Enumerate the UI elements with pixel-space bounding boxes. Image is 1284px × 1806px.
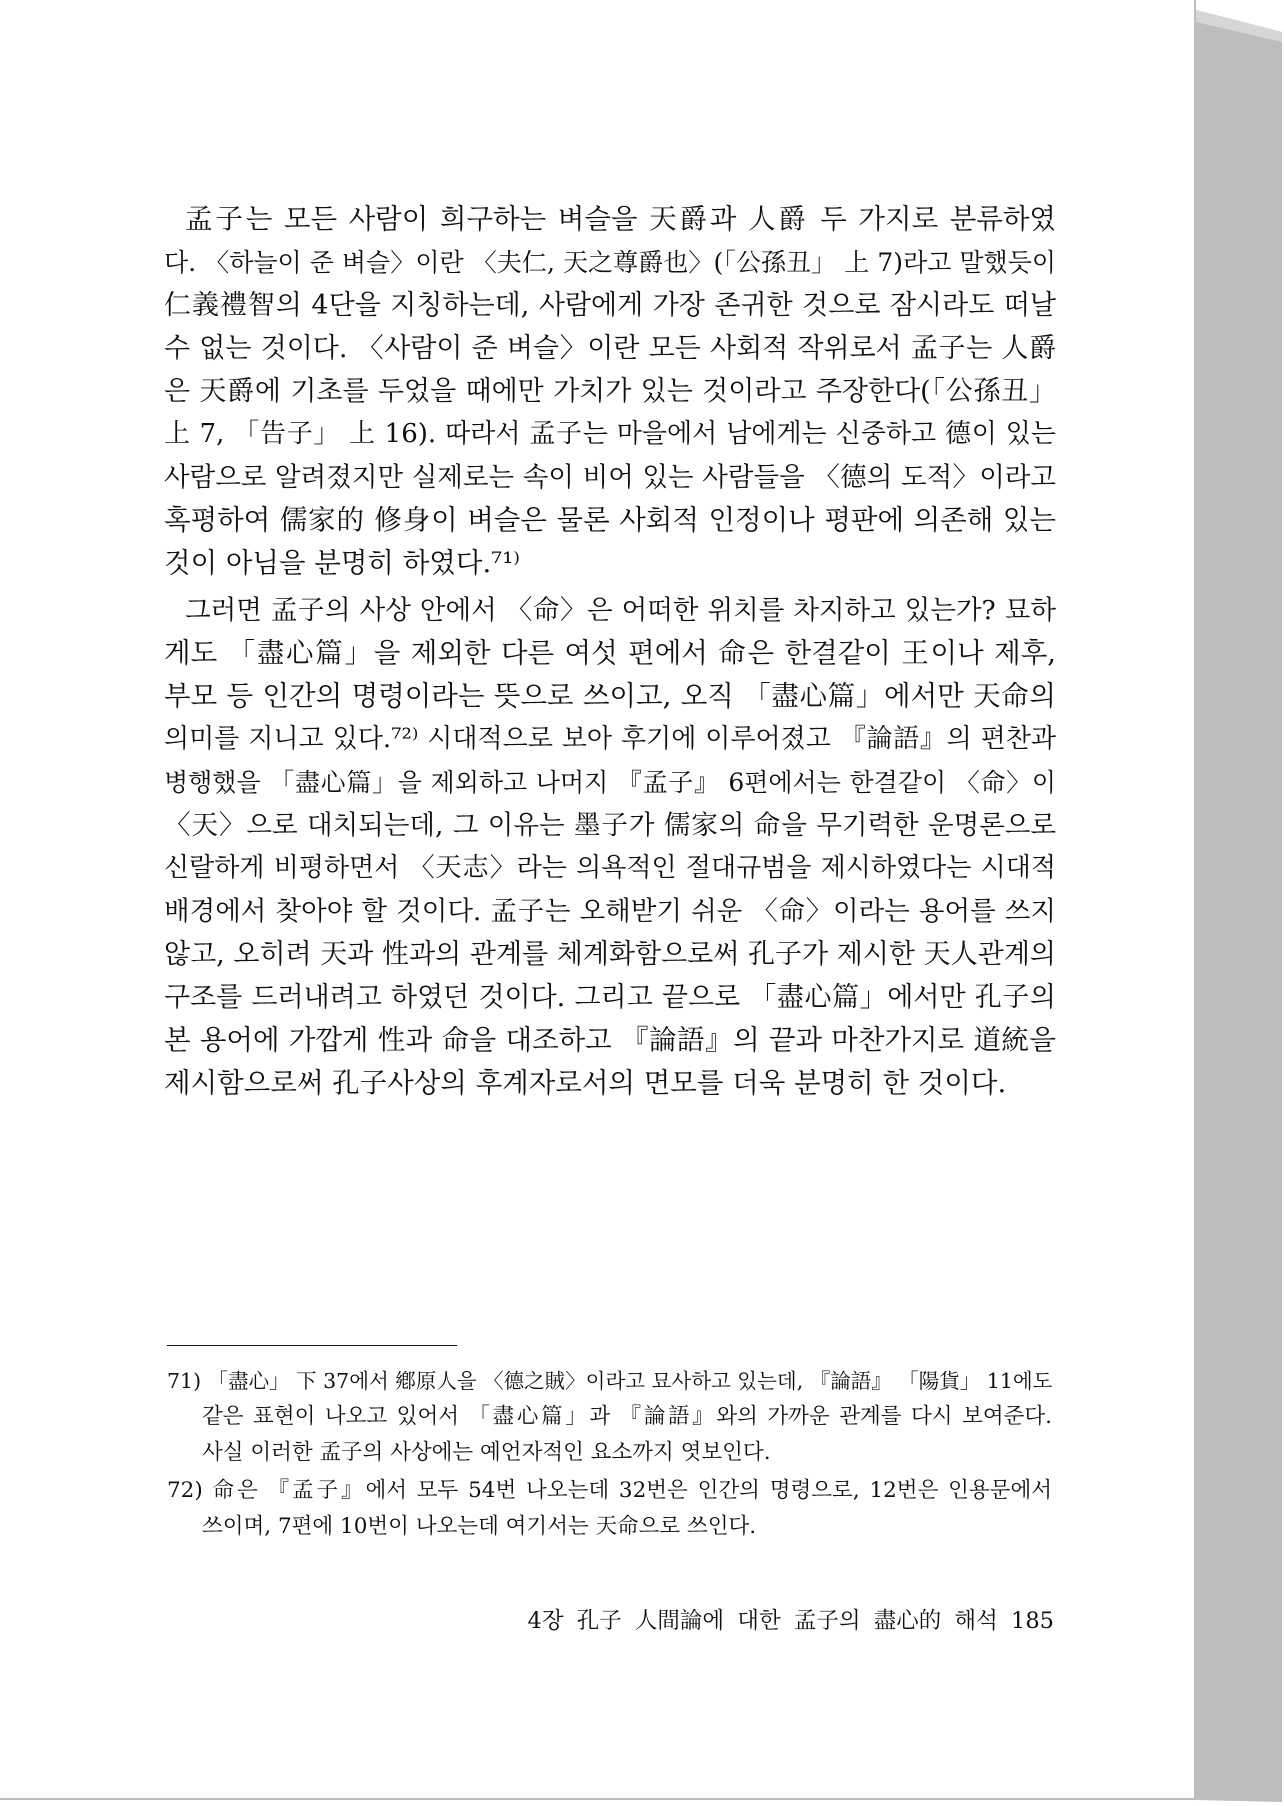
page-number: 185: [1011, 1608, 1054, 1634]
book-page-edge: [1196, 10, 1282, 1802]
text-line: 上 7, 「告子」 上 16). 따라서 孟子는 마을에서 남에게는 신중하고 德이 있는: [164, 419, 1056, 449]
text-line: 의미를 지니고 있다.⁷²⁾ 시대적으로 보아 후기에 이루어졌고 『論語』의 편찬과: [164, 724, 1056, 754]
text-line: 않고, 오히려 天과 性과의 관계를 체계화함으로써 孔子가 제시한 天人관계의: [164, 939, 1056, 970]
text-line: 수 없는 것이다. 〈사람이 준 벼슬〉이란 모든 사회적 작위로서 孟子는 人爵: [164, 333, 1056, 364]
text-line: 것이 아님을 분명히 하였다.⁷¹⁾: [164, 547, 520, 579]
main-text: [164, 198, 1056, 1105]
footnote-72-line: 72) 命은 『孟子』에서 모두 54번 나오는데 32번은 인간의 명령으로, 12번은 인용문에서: [167, 1478, 1052, 1503]
chapter-title: 4장 孔子 人間論에 대한 孟子의 盡心的 해석: [527, 1608, 998, 1634]
text-line: 그러면 孟子의 사상 안에서 〈命〉은 어떠한 위치를 차지하고 있는가? 묘하: [185, 595, 1056, 626]
footnote-71-line: 같은 표현이 나오고 있어서 「盡心篇」과 『論語』와의 가까운 관계를 다시 보여준다.: [202, 1404, 1052, 1429]
text-line: 게도 「盡心篇」을 제외한 다른 여섯 편에서 命은 한결같이 王이나 제후,: [164, 637, 1056, 669]
footnote-separator: [167, 1345, 457, 1346]
text-line: 구조를 드러내려고 하였던 것이다. 그리고 끝으로 「盡心篇」에서만 孔子의: [164, 982, 1056, 1013]
text-line: 병행했을 「盡心篇」을 제외하고 나머지 『孟子』 6편에서는 한결같이 〈命〉이: [164, 768, 1056, 797]
text-line: 은 天爵에 기초를 두었을 때에만 가치가 있는 것이라고 주장한다(「公孫丑」: [164, 376, 1056, 407]
text-line: 〈天〉으로 대치되는데, 그 이유는 墨子가 儒家의 命을 무기력한 운명론으로: [164, 810, 1056, 841]
footnote-71-line: 71) 「盡心」 下 37에서 鄕原人을 〈德之賊〉이라고 묘사하고 있는데, 『論語』 「陽貨」 11에도: [167, 1369, 1053, 1393]
footnote-71-line: 사실 이러한 孟子의 사상에는 예언자적인 요소까지 엿보인다.: [202, 1440, 771, 1465]
text-line: 仁義禮智의 4단을 지칭하는데, 사람에게 가장 존귀한 것으로 잠시라도 떠날: [164, 290, 1056, 321]
text-line: 부모 등 인간의 명령이라는 뜻으로 쓰이고, 오직 「盡心篇」에서만 天命의: [164, 680, 1056, 712]
text-line: 孟子는 모든 사람이 희구하는 벼슬을 天爵과 人爵 두 가지로 분류하였: [185, 203, 1056, 235]
text-line: 본 용어에 가깝게 性과 命을 대조하고 『論語』의 끝과 마찬가지로 道統을: [164, 1024, 1056, 1056]
footnote-72-line: 쓰이며, 7편에 10번이 나오는데 여기서는 天命으로 쓰인다.: [202, 1514, 757, 1539]
running-footer: [454, 1603, 1054, 1635]
text-line: 다. 〈하늘이 준 벼슬〉이란 〈夫仁, 天之尊爵也〉(「公孫丑」 上 7)라고 말했듯이: [164, 248, 1056, 277]
footnotes: [167, 1363, 1052, 1545]
text-line: 혹평하여 儒家的 修身이 벼슬은 물론 사회적 인정이나 평판에 의존해 있는: [164, 504, 1056, 536]
text-line: 신랄하게 비평하면서 〈天志〉라는 의욕적인 절대규범을 제시하였다는 시대적: [164, 853, 1056, 883]
text-line: 사람으로 알려졌지만 실제로는 속이 비어 있는 사람들을 〈德의 도적〉이라고: [164, 462, 1056, 493]
text-line: 제시함으로써 孔子사상의 후계자로서의 면모를 더욱 분명히 한 것이다.: [164, 1067, 1007, 1099]
text-line: 배경에서 찾아야 할 것이다. 孟子는 오해받기 쉬운 〈命〉이라는 용어를 쓰지: [164, 896, 1056, 927]
